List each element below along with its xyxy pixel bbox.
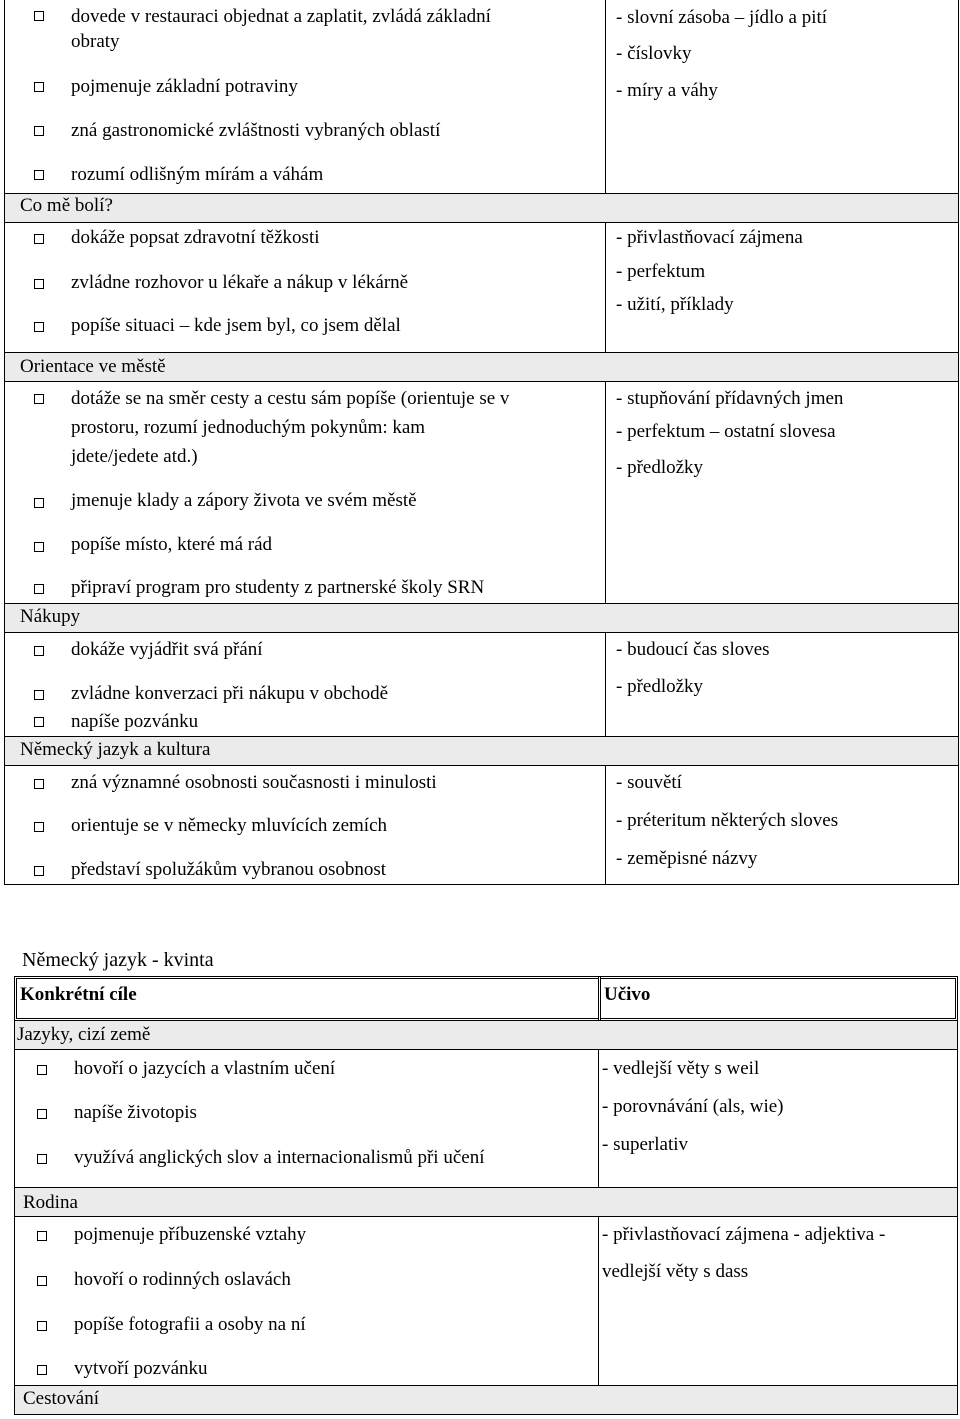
goal-text: popíše místo, které má rád [71,534,273,555]
column-header-label: Konkrétní cíle [20,984,137,1005]
culture-goals-cell [4,765,606,885]
section-heading-languages [14,1020,958,1050]
goal-text: hovoří o rodinných oslavách [74,1269,291,1290]
content-item: - préteritum některých sloves [616,810,839,831]
section-heading-shopping [4,603,959,633]
goal-text: jmenuje klady a zápory života ve svém městě [71,490,417,511]
goal-text: napíše pozvánku [71,711,199,732]
checkbox-icon [34,279,44,289]
section-title: Co mě bolí? [20,195,113,216]
goal-text: obraty [71,31,120,52]
checkbox-icon [37,1065,47,1075]
content-item: - porovnávání (als, wie) [602,1096,784,1117]
checkbox-icon [37,1109,47,1119]
checkbox-icon [34,584,44,594]
column-header-goals [14,976,601,1021]
goal-text: rozumí odlišným mírám a váhám [71,164,324,185]
content-item: - budoucí čas sloves [616,639,770,660]
section-heading-travel [14,1385,958,1415]
culture-content-cell [605,765,959,885]
goal-text: připraví program pro studenty z partnerské školy SRN [71,577,485,598]
checkbox-icon [34,822,44,832]
content-item: - užití, příklady [616,294,734,315]
languages-goals-cell [14,1049,599,1188]
content-item: - přivlastňovací zájmena [616,227,803,248]
content-item: - předložky [616,676,704,697]
content-item: - číslovky [616,43,692,64]
city-content-cell [605,381,959,604]
goal-text: hovoří o jazycích a vlastním učení [74,1058,336,1079]
goal-text: využívá anglických slov a internacionalismů při učení [74,1147,485,1168]
goal-text: zvládne rozhovor u lékaře a nákup v lékárně [71,272,409,293]
goal-text: jdete/jedete atd.) [71,446,198,467]
checkbox-icon [34,11,44,21]
content-item: - superlativ [602,1134,689,1155]
checkbox-icon [37,1321,47,1331]
goal-text: napíše životopis [74,1102,197,1123]
checkbox-icon [34,234,44,244]
checkbox-icon [34,646,44,656]
checkbox-icon [34,322,44,332]
health-content-cell [605,222,959,353]
food-content-cell [605,0,959,194]
checkbox-icon [37,1365,47,1375]
checkbox-icon [34,779,44,789]
goal-text: dovede v restauraci objednat a zaplatit, zvládá základní [71,6,491,27]
content-item: - vedlejší věty s weil [602,1058,760,1079]
content-item: - perfektum – ostatní slovesa [616,421,836,442]
health-goals-cell [4,222,606,353]
section-title: Jazyky, cizí země [17,1024,151,1045]
section-title: Rodina [23,1192,78,1213]
content-item: - míry a váhy [616,80,718,101]
column-header-label: Učivo [604,984,651,1005]
goal-text: dokáže vyjádřit svá přání [71,639,263,660]
shopping-goals-cell [4,632,606,737]
goal-text: zná významné osobnosti současnosti i minulosti [71,772,437,793]
section-title: Německý jazyk a kultura [20,739,211,760]
checkbox-icon [34,690,44,700]
goal-text: dotáže se na směr cesty a cestu sám popíše (orientuje se v [71,388,510,409]
column-header-content [598,976,958,1021]
checkbox-icon [34,170,44,180]
goal-text: popíše situaci – kde jsem byl, co jsem dělal [71,315,401,336]
goal-text: vytvoří pozvánku [74,1358,208,1379]
languages-content-cell [598,1049,958,1188]
content-item: - perfektum [616,261,706,282]
content-item: - stupňování přídavných jmen [616,388,844,409]
checkbox-icon [34,866,44,876]
goal-text: zná gastronomické zvláštnosti vybraných oblastí [71,120,441,141]
section-title: Cestování [23,1388,99,1409]
goal-text: dokáže popsat zdravotní těžkosti [71,227,320,248]
section-heading-health [4,193,959,223]
section-title: Orientace ve městě [20,356,166,377]
checkbox-icon [37,1154,47,1164]
checkbox-icon [34,542,44,552]
content-item: - předložky [616,457,704,478]
food-goals-cell [4,0,606,194]
checkbox-icon [37,1231,47,1241]
checkbox-icon [37,1276,47,1286]
city-goals-cell [4,381,606,604]
goal-text: představí spolužákům vybranou osobnost [71,859,387,880]
family-content-cell [598,1216,958,1388]
goal-text: zvládne konverzaci při nákupu v obchodě [71,683,389,704]
checkbox-icon [34,717,44,727]
checkbox-icon [34,82,44,92]
shopping-content-cell [605,632,959,737]
content-item: - zeměpisné názvy [616,848,758,869]
section-heading-family [14,1187,958,1217]
section-heading: Německý jazyk - kvinta [22,949,214,971]
goal-text: pojmenuje příbuzenské vztahy [74,1224,307,1245]
section-heading-city [4,352,959,382]
family-goals-cell [14,1216,599,1388]
content-item: - přivlastňovací zájmena - adjektiva - [602,1224,886,1245]
goal-text: popíše fotografii a osoby na ní [74,1314,306,1335]
content-item: vedlejší věty s dass [602,1261,749,1282]
content-item: - slovní zásoba – jídlo a pití [616,7,828,28]
content-item: - souvětí [616,772,682,793]
checkbox-icon [34,126,44,136]
checkbox-icon [34,498,44,508]
checkbox-icon [34,394,44,404]
section-title: Nákupy [20,606,81,627]
goal-text: pojmenuje základní potraviny [71,76,298,97]
goal-text: prostoru, rozumí jednoduchým pokynům: kam [71,417,426,438]
section-heading-culture [4,736,959,766]
goal-text: orientuje se v německy mluvících zemích [71,815,388,836]
